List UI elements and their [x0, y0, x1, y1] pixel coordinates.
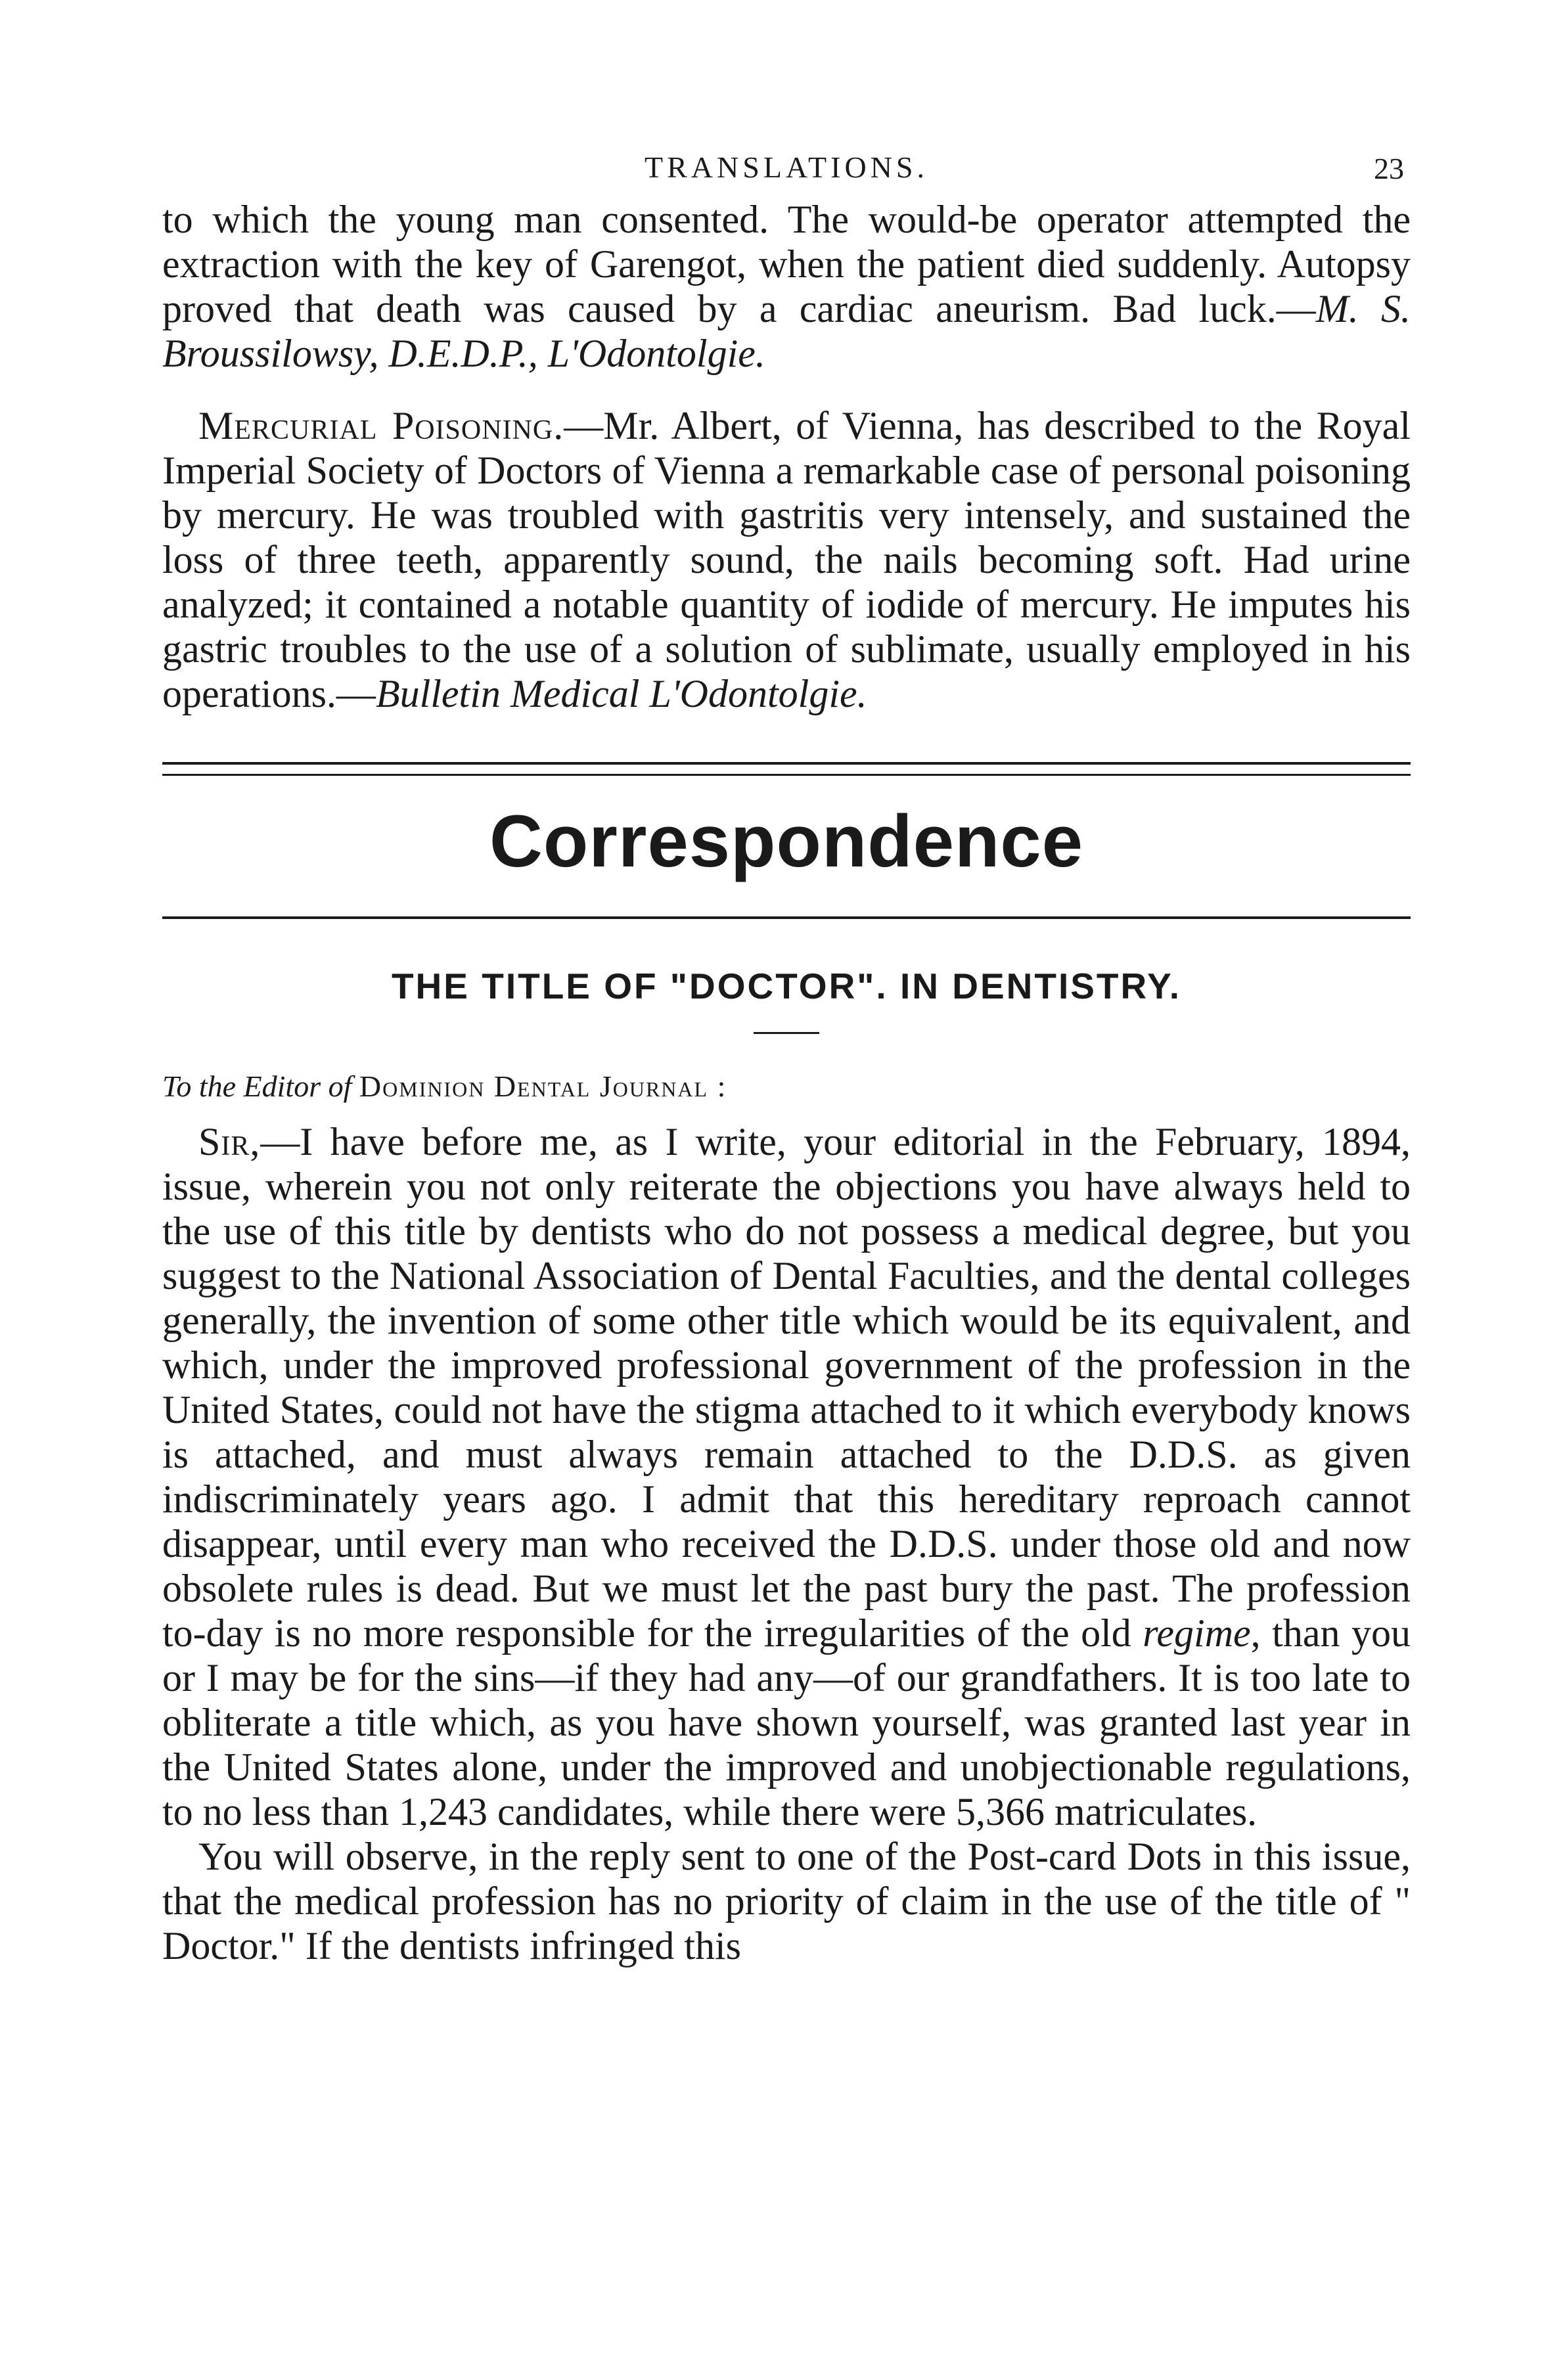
short-rule — [754, 1032, 819, 1034]
paragraph-lead: Mercurial Poisoning. — [198, 404, 564, 447]
section-rule — [162, 916, 1411, 919]
section-title: Correspondence — [489, 800, 1083, 882]
paragraph-text: You will observe, in the reply sent to one of the Post-card Dots in this issue, that the medical profession has no priority of claim in the use of the title of " Doctor." If the dentists infringed this — [162, 1835, 1411, 1967]
paragraph-text: , than you or I may be for the sins—if they had any—of our grandfathers. It is too late to obliterate a title which, as you have shown yourself, was granted last year in the United States alone, under the improved and unobjectionable regulations, to no less than 1,243 candidates, while there were 5,366 matriculates. — [162, 1611, 1411, 1833]
citation: Bulletin Medical L'Odontolgie. — [375, 672, 867, 715]
paragraph-text: —I have before me, as I write, your editorial in the February, 1894, issue, wherein you not only reiterate the objections you have always held to the use of this title by dentists who do not possess a medical degree, but you suggest to the National Association of Dental Faculties, and the dental colleges generally, the invention of some other title which would be its equivalent, and which, under the improved professional government of the profession in the United States, could not have the stigma attached to it which everybody knows is attached, and must always remain attached to the D.D.S. as given indiscriminately years ago. I admit that this hereditary reproach cannot disappear, until every man who received the D.D.S. under those old and now obsolete rules is dead. But we must let the past bury the past. The profession to-day is no more responsible for the irregularities of the old — [162, 1120, 1411, 1655]
running-title: TRANSLATIONS. — [645, 150, 928, 184]
article-title: THE TITLE OF "DOCTOR". IN DENTISTRY. — [391, 966, 1182, 1006]
salutation-prefix: To the Editor of — [162, 1069, 352, 1103]
letter-paragraph-2 — [162, 1834, 1411, 1968]
running-head — [162, 131, 1411, 197]
letter-paragraph-1 — [162, 1119, 1411, 1834]
translation-paragraph-2 — [162, 403, 1411, 716]
letter-body — [162, 1119, 1411, 1968]
italic-word: regime — [1143, 1611, 1251, 1655]
section-divider — [162, 762, 1411, 776]
translation-paragraph-1 — [162, 197, 1411, 376]
page-number: 23 — [1374, 152, 1404, 185]
salutation — [162, 1067, 1411, 1106]
paragraph-text: to which the young man consented. The would-be operator attempted the extraction with the key of Garengot, when the patient died suddenly. Autopsy proved that death was caused by a cardiac aneurism. Bad luck.— — [162, 198, 1411, 330]
paragraph-lead: Sir, — [198, 1120, 261, 1163]
translations-body — [162, 197, 1411, 716]
paragraph-text: —Mr. Albert, of Vienna, has described to the Royal Imperial Society of Doctors of Vienna a remarkable case of personal poisoning by mercury. He was troubled with gastritis very intensely, and sustained the loss of three teeth, apparently sound, the nails becoming soft. Had urine analyzed; it contained a notable quantity of iodide of mercury. He imputes his gastric troubles to the use of a solution of sublimate, usually employed in his operations.— — [162, 404, 1411, 715]
page — [162, 131, 1411, 1968]
citation: M. S. Broussilowsy, D.E.D.P., L'Odontolgie. — [162, 287, 1411, 375]
salutation-journal: Dominion Dental Journal : — [359, 1069, 727, 1103]
